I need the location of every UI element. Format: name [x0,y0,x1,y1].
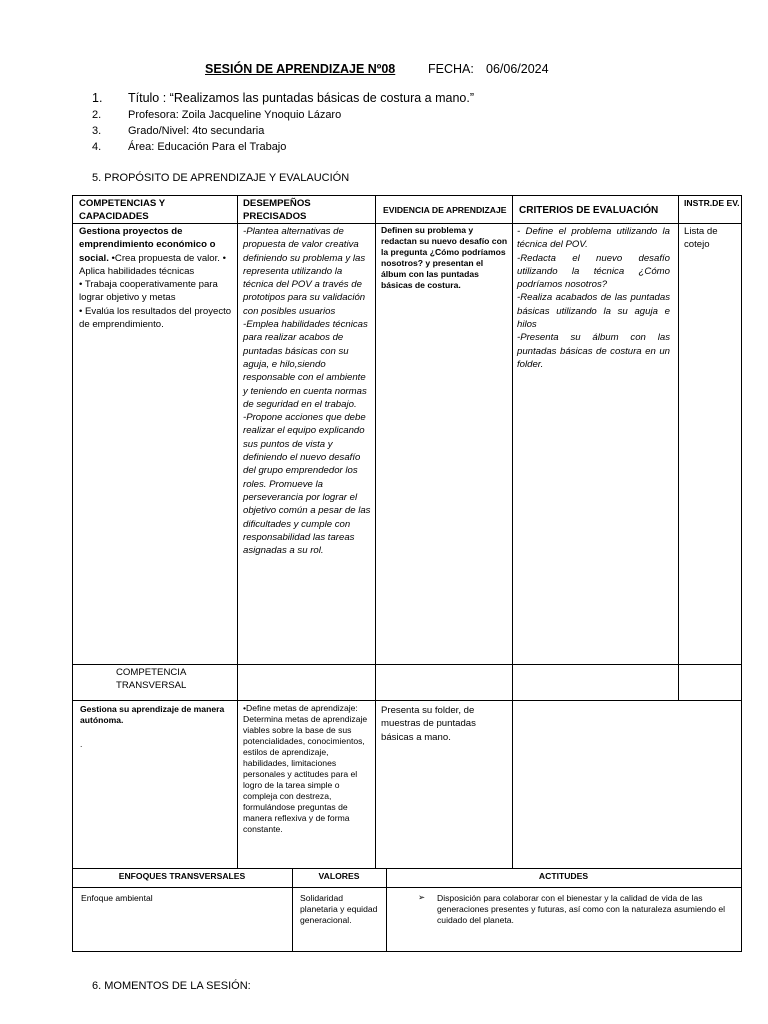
list-number: 4. [92,141,102,153]
list-number: 1. [92,91,103,105]
list-item [92,141,474,157]
header-criterios: CRITERIOS DE EVALUACIÓN [519,205,659,216]
date-value: 06/06/2024 [486,62,549,76]
list-item [92,91,474,109]
valores-cell: Solidaridad planetaria y equidad generacional. [300,893,378,925]
title-line: Título : “Realizamos las puntadas básicas de costura a mano.” [128,91,475,105]
actitudes-cell: Disposición para colaborar con el bienestar y la calidad de vida de las generaciones presentes y futuras, así como con la naturaleza asumiendo el cuidado del planeta. [437,893,726,925]
competencia-transversal-label: COMPETENCIA TRANSVERSAL [116,667,187,692]
list-item [92,109,474,125]
section-6-heading: 6. MOMENTOS DE LA SESIÓN: [92,980,251,992]
list-number: 2. [92,109,102,121]
instrumento-cell: Lista de cotejo [684,226,718,251]
header-competencias: COMPETENCIAS Y CAPACIDADES [79,198,166,223]
arrow-bullet-icon: ➢ [418,892,426,902]
desempenos-transversal-cell: •Define metas de aprendizaje: Determina metas de aprendizaje viables sobre la base de sus potencialidades, conocimientos, estilos de aprendizaje, habilidades, limitaciones personales y actitudes para el logro de la tarea simple o compleja con destreza, formulándose preguntas de manera reflexiva y de forma constante. [243,703,368,834]
criterios-cell: - Define el problema utilizando la técnica del POV. -Redacta el nuevo desafío utilizando la técnica ¿Cómo podríamos nosotros? -Realiza acabados de las puntadas básicas utilizando la su aguja e hilos -Presenta su álbum con las puntadas básicas de costura en un folder. [517,226,670,370]
info-list [92,91,474,157]
header-valores: VALORES [318,871,360,881]
capacidades-text: •Crea propuesta de valor. • Aplica habilidades técnicas • Trabaja cooperativamente para lograr objetivo y metas • Evalúa los resultados del proyecto de emprendimiento. [79,252,232,331]
evidencia-cell: Definen su problema y redactan su nuevo desafío con la pregunta ¿Cómo podríamos nosotros? y presentan el álbum con las puntadas básicas de costura. [381,225,508,290]
section-5-heading: 5. PROPÓSITO DE APRENDIZAJE Y EVALAUCIÓN [92,172,350,184]
desempenos-cell: -Plantea alternativas de propuesta de valor creativa definiendo su problema y las representa utilizando la técnica del POV a través de prototipos para su validación con posibles usuarios -Emplea habilidades técnicas para realizar acabos de puntadas básicas con su aguja, e hilo,siendo responsable con el ambiente y teniendo en cuenta normas de seguridad en el trabajo. -Propone acciones que debe realizar el equipo explicando sus puntos de vista y definiendo el nuevo desafío del grupo emprendedor los roles. Promueve la perseverancia por lograr el objetivo común a pesar de las dificultades y cumple con responsabilidad las tareas asignadas a su rol. [243,226,371,557]
header-instrumento: INSTR.DE EV. [684,198,740,208]
area-line: Área: Educación Para el Trabajo [128,141,287,153]
grade-line: Grado/Nivel: 4to secundaria [128,125,265,137]
enfoque-cell: Enfoque ambiental [81,893,153,903]
header-actitudes: ACTITUDES [538,871,589,881]
competencia-transversal-name: Gestiona su aprendizaje de manera autónoma. [80,704,225,725]
competencias-cell [79,225,233,331]
header-enfoques: ENFOQUES TRANSVERSALES [118,871,246,881]
header-desempenos: DESEMPEÑOS PRECISADOS [243,198,311,223]
date-label: FECHA: [428,62,474,76]
session-title: SESIÓN DE APRENDIZAJE Nº08 [205,62,396,76]
dot-mark: . [80,739,83,749]
list-item [92,125,474,141]
evidencia-transversal-cell: Presenta su folder, de muestras de puntadas básicas a mano. [381,705,476,743]
competencia-name: Gestiona proyectos de emprendimiento económico o social. [79,226,216,264]
list-number: 3. [92,125,102,137]
teacher-line: Profesora: Zoila Jacqueline Ynoquio Lázaro [128,109,342,121]
header-evidencia: EVIDENCIA DE APRENDIZAJE [383,205,507,215]
